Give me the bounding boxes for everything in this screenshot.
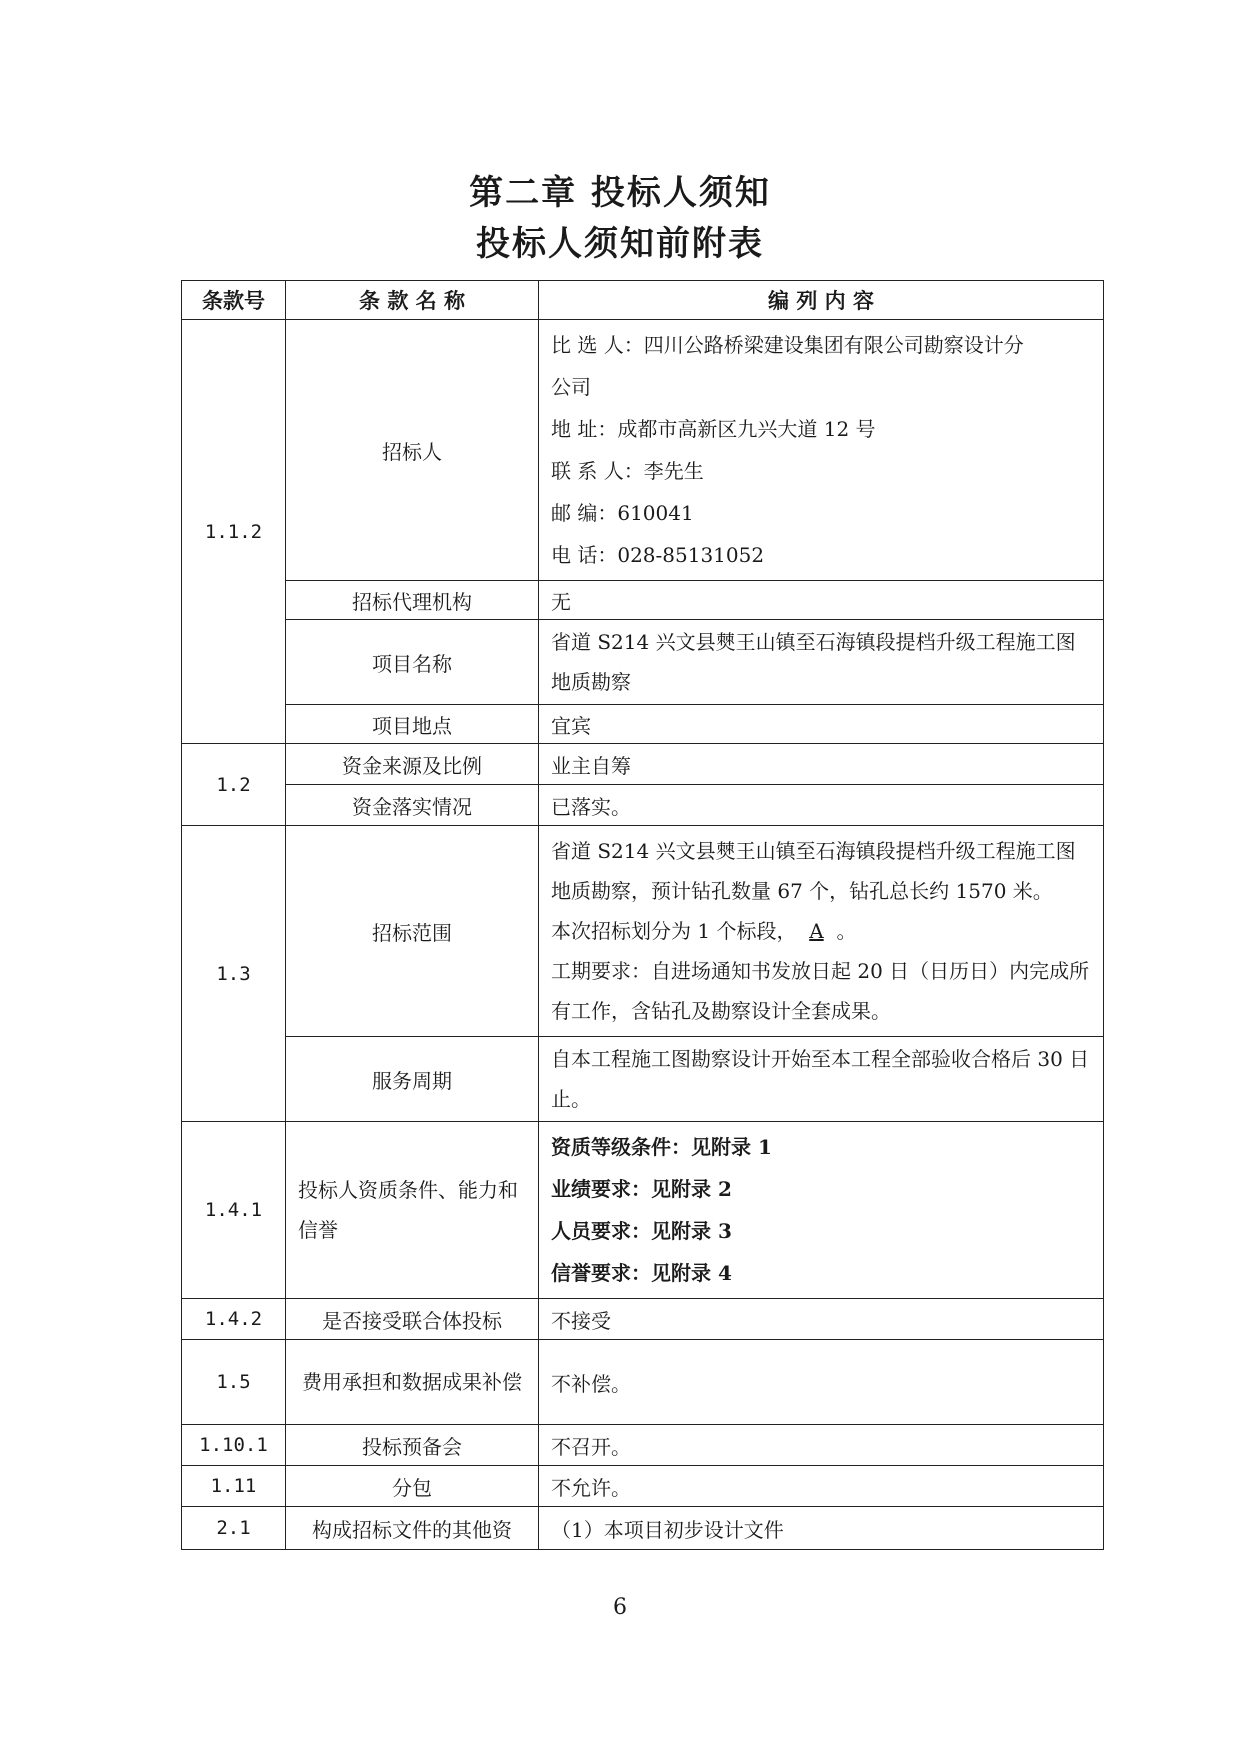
clause-content <box>539 826 1104 1037</box>
table-row <box>182 826 1104 1037</box>
content-line: 人员要求：见附录 3 <box>551 1219 732 1243</box>
table-header-row <box>182 281 1104 320</box>
content-line: 业绩要求：见附录 2 <box>551 1177 732 1201</box>
content-line: 信誉要求：见附录 4 <box>551 1261 732 1285</box>
header-content: 编 列 内 容 <box>539 281 1104 320</box>
content-line: 工期要求：自进场通知书发放日起 20 日（日历日）内完成所有工作，含钻孔及勘察设计全套成果。 <box>551 959 1090 1023</box>
clause-name: 构成招标文件的其他资 <box>286 1507 539 1550</box>
content-text: 。 <box>836 919 857 943</box>
table-row <box>182 1507 1104 1550</box>
content-line: 邮 编：610041 <box>551 501 694 525</box>
content-line: 公司 <box>551 375 591 399</box>
clause-number: 1.4.1 <box>182 1122 286 1299</box>
clause-name: 投标预备会 <box>286 1425 539 1466</box>
clause-content: 无 <box>539 581 1104 620</box>
clause-content <box>539 1122 1104 1299</box>
table-row <box>182 320 1104 581</box>
clause-content: 不补偿。 <box>539 1340 1104 1425</box>
clause-number: 1.5 <box>182 1340 286 1425</box>
header-clause-name: 条 款 名 称 <box>286 281 539 320</box>
clause-content: 已落实。 <box>539 785 1104 826</box>
chapter-title: 第二章 投标人须知 <box>469 173 771 213</box>
table-row <box>182 1425 1104 1466</box>
table-title: 投标人须知前附表 <box>476 224 764 264</box>
clause-content: 不允许。 <box>539 1466 1104 1507</box>
clause-content: 省道 S214 兴文县僰王山镇至石海镇段提档升级工程施工图地质勘察 <box>539 620 1104 705</box>
table-row <box>182 705 1104 744</box>
header-clause-no: 条款号 <box>182 281 286 320</box>
clause-name: 是否接受联合体投标 <box>286 1299 539 1340</box>
table-row <box>182 1122 1104 1299</box>
clause-content: 宜宾 <box>539 705 1104 744</box>
clause-name: 招标范围 <box>286 826 539 1037</box>
clause-name: 项目名称 <box>286 620 539 705</box>
page-number: 6 <box>613 1595 627 1620</box>
clause-name: 资金来源及比例 <box>286 744 539 785</box>
clause-number: 1.10.1 <box>182 1425 286 1466</box>
table-row <box>182 744 1104 785</box>
clause-name: 资金落实情况 <box>286 785 539 826</box>
content-line: 地 址：成都市高新区九兴大道 12 号 <box>551 417 876 441</box>
bidder-instructions-table <box>181 280 1104 1550</box>
content-line: 省道 S214 兴文县僰王山镇至石海镇段提档升级工程施工图地质勘察，预计钻孔数量 67 个，钻孔总长约 1570 米。 <box>551 839 1076 903</box>
table-row <box>182 785 1104 826</box>
clause-content <box>539 320 1104 581</box>
clause-content: 业主自筹 <box>539 744 1104 785</box>
table-row <box>182 1340 1104 1425</box>
clause-number: 1.1.2 <box>182 320 286 744</box>
table-row <box>182 1466 1104 1507</box>
clause-content: （1）本项目初步设计文件 <box>539 1507 1104 1550</box>
clause-content: 自本工程施工图勘察设计开始至本工程全部验收合格后 30 日止。 <box>539 1037 1104 1122</box>
table-row <box>182 620 1104 705</box>
content-line: 电 话：028-85131052 <box>551 543 765 567</box>
content-line: 联 系 人：李先生 <box>551 459 704 483</box>
content-line <box>551 911 1091 951</box>
clause-name: 招标代理机构 <box>286 581 539 620</box>
table-row <box>182 1037 1104 1122</box>
content-line: 比 选 人：四川公路桥梁建设集团有限公司勘察设计分 <box>551 333 1024 357</box>
clause-name: 招标人 <box>286 320 539 581</box>
clause-number: 1.4.2 <box>182 1299 286 1340</box>
table-row <box>182 581 1104 620</box>
clause-name: 费用承担和数据成果补偿 <box>286 1340 539 1425</box>
clause-name: 服务周期 <box>286 1037 539 1122</box>
clause-content: 不召开。 <box>539 1425 1104 1466</box>
clause-number: 1.11 <box>182 1466 286 1507</box>
table-row <box>182 1299 1104 1340</box>
content-text: 本次招标划分为 1 个标段， <box>551 919 797 943</box>
clause-name: 投标人资质条件、能力和信誉 <box>286 1122 539 1299</box>
clause-content: 不接受 <box>539 1299 1104 1340</box>
clause-number: 1.3 <box>182 826 286 1122</box>
content-line: 资质等级条件：见附录 1 <box>551 1135 772 1159</box>
clause-number: 1.2 <box>182 744 286 826</box>
clause-name: 分包 <box>286 1466 539 1507</box>
section-letter: A <box>809 919 824 943</box>
clause-number: 2.1 <box>182 1507 286 1550</box>
clause-name: 项目地点 <box>286 705 539 744</box>
